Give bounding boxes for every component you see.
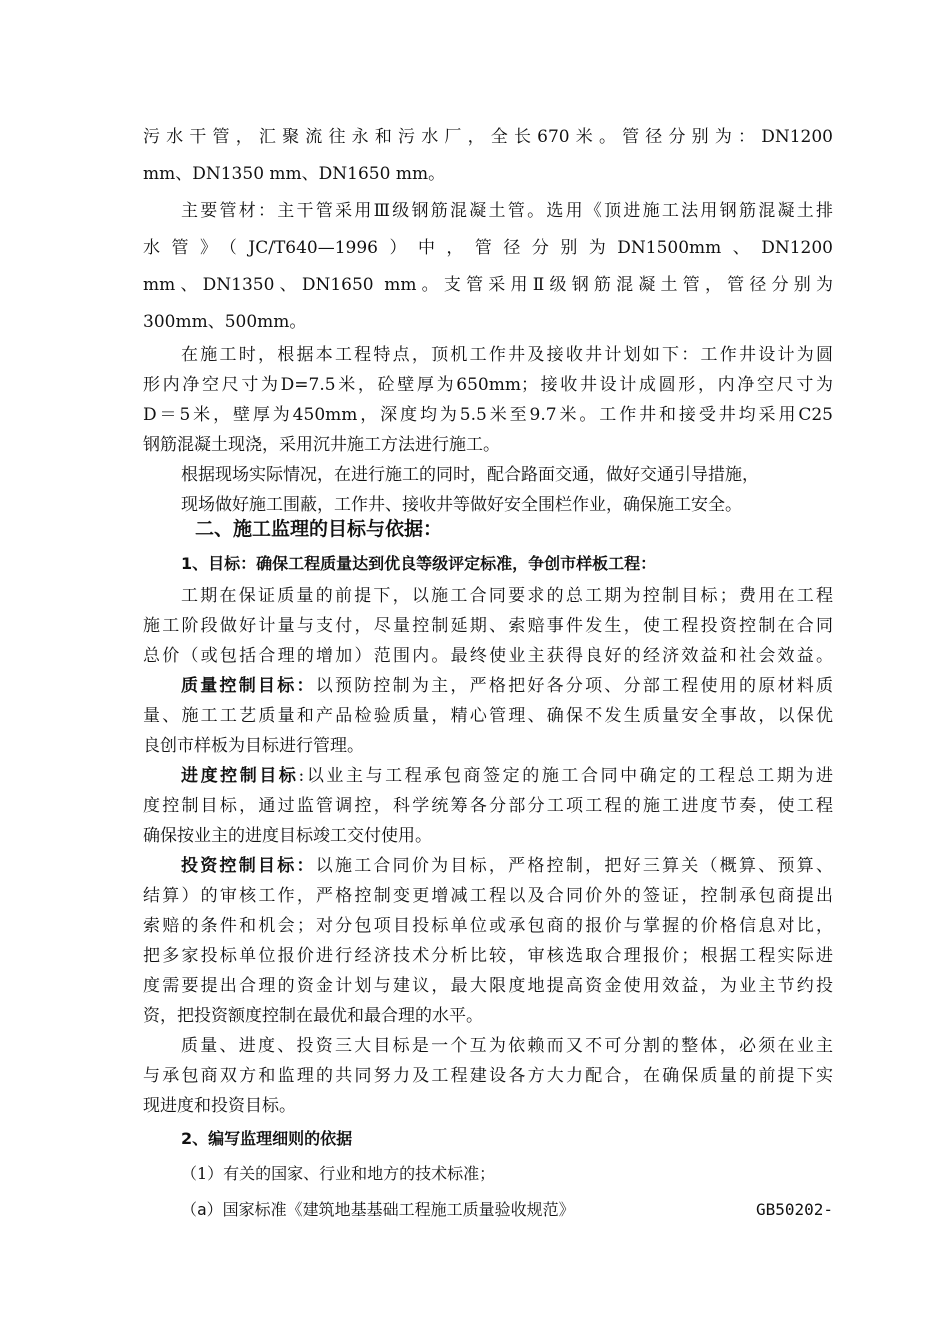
text-line: 质量、进度、投资三大目标是一个互为依赖而又不可分割的整体，必须在业主 <box>181 1036 833 1056</box>
text-line: 资，把投资额度控制在最优和最合理的水平。 <box>143 1006 483 1026</box>
text-line: mm、DN1350 mm、DN1650 mm。 <box>143 164 446 184</box>
text-line <box>181 674 833 698</box>
section-heading: 二、施工监理的目标与依据： <box>195 518 443 540</box>
text-line: 现进度和投资目标。 <box>143 1096 296 1116</box>
text-line: 把多家投标单位报价进行经济技术分析比较，审核选取合理报价；根据工程实际进 <box>143 946 833 966</box>
text-line: 确保按业主的进度目标竣工交付使用。 <box>143 826 432 846</box>
invest-text: 以施工合同价为目标，严格控制，把好三算关（概算、预算、 <box>315 856 834 876</box>
text-line: 钢筋混凝土现浇，采用沉井施工方法进行施工。 <box>143 435 500 455</box>
text-line: 水管》（JC/T640—1996）中，管径分别为DN1500mm、DN1200 <box>143 238 833 258</box>
list-item: （1）有关的国家、行业和地方的技术标准； <box>181 1164 496 1183</box>
progress-label: 进度控制目标 <box>181 766 299 786</box>
text-line: 工期在保证质量的前提下，以施工合同要求的总工期为控制目标；费用在工程 <box>181 586 833 606</box>
text-line: 主要管材：主干管采用Ⅲ级钢筋混凝土管。选用《顶进施工法用钢筋混凝土排 <box>181 201 833 221</box>
text-line: 在施工时，根据本工程特点，顶机工作井及接收井计划如下：工作井设计为圆 <box>181 345 833 365</box>
quality-label: 质量控制目标： <box>181 676 316 696</box>
text-line <box>181 764 833 788</box>
text-line: 度需要提出合理的资金计划与建议，最大限度地提高资金使用效益，为业主节约投 <box>143 976 833 996</box>
invest-label: 投资控制目标： <box>181 856 316 876</box>
quality-text: 以预防控制为主，严格把好各分项、分部工程使用的原材料质 <box>315 676 834 696</box>
text-line: 现场做好施工围蔽，工作井、接收井等做好安全围栏作业，确保施工安全。 <box>181 495 742 515</box>
text-line: 总价（或包括合理的增加）范围内。最终使业主获得良好的经济效益和社会效益。 <box>143 646 833 666</box>
list-item <box>181 1198 833 1222</box>
text-line: 索赔的条件和机会；对分包项目投标单位或承包商的报价与掌握的价格信息对比， <box>143 916 833 936</box>
text-line: 与承包商双方和监理的共同努力及工程建设各方大力配合，在确保质量的前提下实 <box>143 1066 833 1086</box>
progress-text: :以业主与工程承包商签定的施工合同中确定的工程总工期为进 <box>298 766 834 786</box>
subsection-heading: 2、编写监理细则的依据 <box>181 1129 353 1148</box>
text-line: 根据现场实际情况，在进行施工的同时，配合路面交通，做好交通引导措施， <box>181 465 759 485</box>
text-line: 良创市样板为目标进行管理。 <box>143 736 364 756</box>
text-line: D＝5米，壁厚为450mm，深度均为5.5米至9.7米。工作井和接受井均采用C25 <box>143 405 833 425</box>
text-line: 结算）的审核工作，严格控制变更增减工程以及合同价外的签证，控制承包商提出 <box>143 886 833 906</box>
text-line: mm、DN1350、DN1650 mm。支管采用Ⅱ级钢筋混凝土管，管径分别为 <box>143 275 833 295</box>
subsection-heading: 1、目标：确保工程质量达到优良等级评定标准，争创市样板工程： <box>181 554 657 573</box>
text-line: 300mm、500mm。 <box>143 312 307 332</box>
text-line: 污水干管，汇聚流往永和污水厂，全长670米。管径分别为：DN1200 <box>143 127 833 147</box>
standard-title: （a）国家标准《建筑地基基础工程施工质量验收规范》 <box>181 1200 575 1219</box>
text-line: 度控制目标，通过监管调控，科学统筹各分部分工项工程的施工进度节奏，使工程 <box>143 796 833 816</box>
text-line <box>181 854 833 878</box>
text-line: 形内净空尺寸为D=7.5米，砼壁厚为650mm；接收井设计成圆形，内净空尺寸为 <box>143 375 833 395</box>
text-line: 量、施工工艺质量和产品检验质量，精心管理、确保不发生质量安全事故，以保优 <box>143 706 833 726</box>
standard-code: GB50202- <box>755 1200 833 1219</box>
text-line: 施工阶段做好计量与支付，尽量控制延期、索赔事件发生，使工程投资控制在合同 <box>143 616 833 636</box>
